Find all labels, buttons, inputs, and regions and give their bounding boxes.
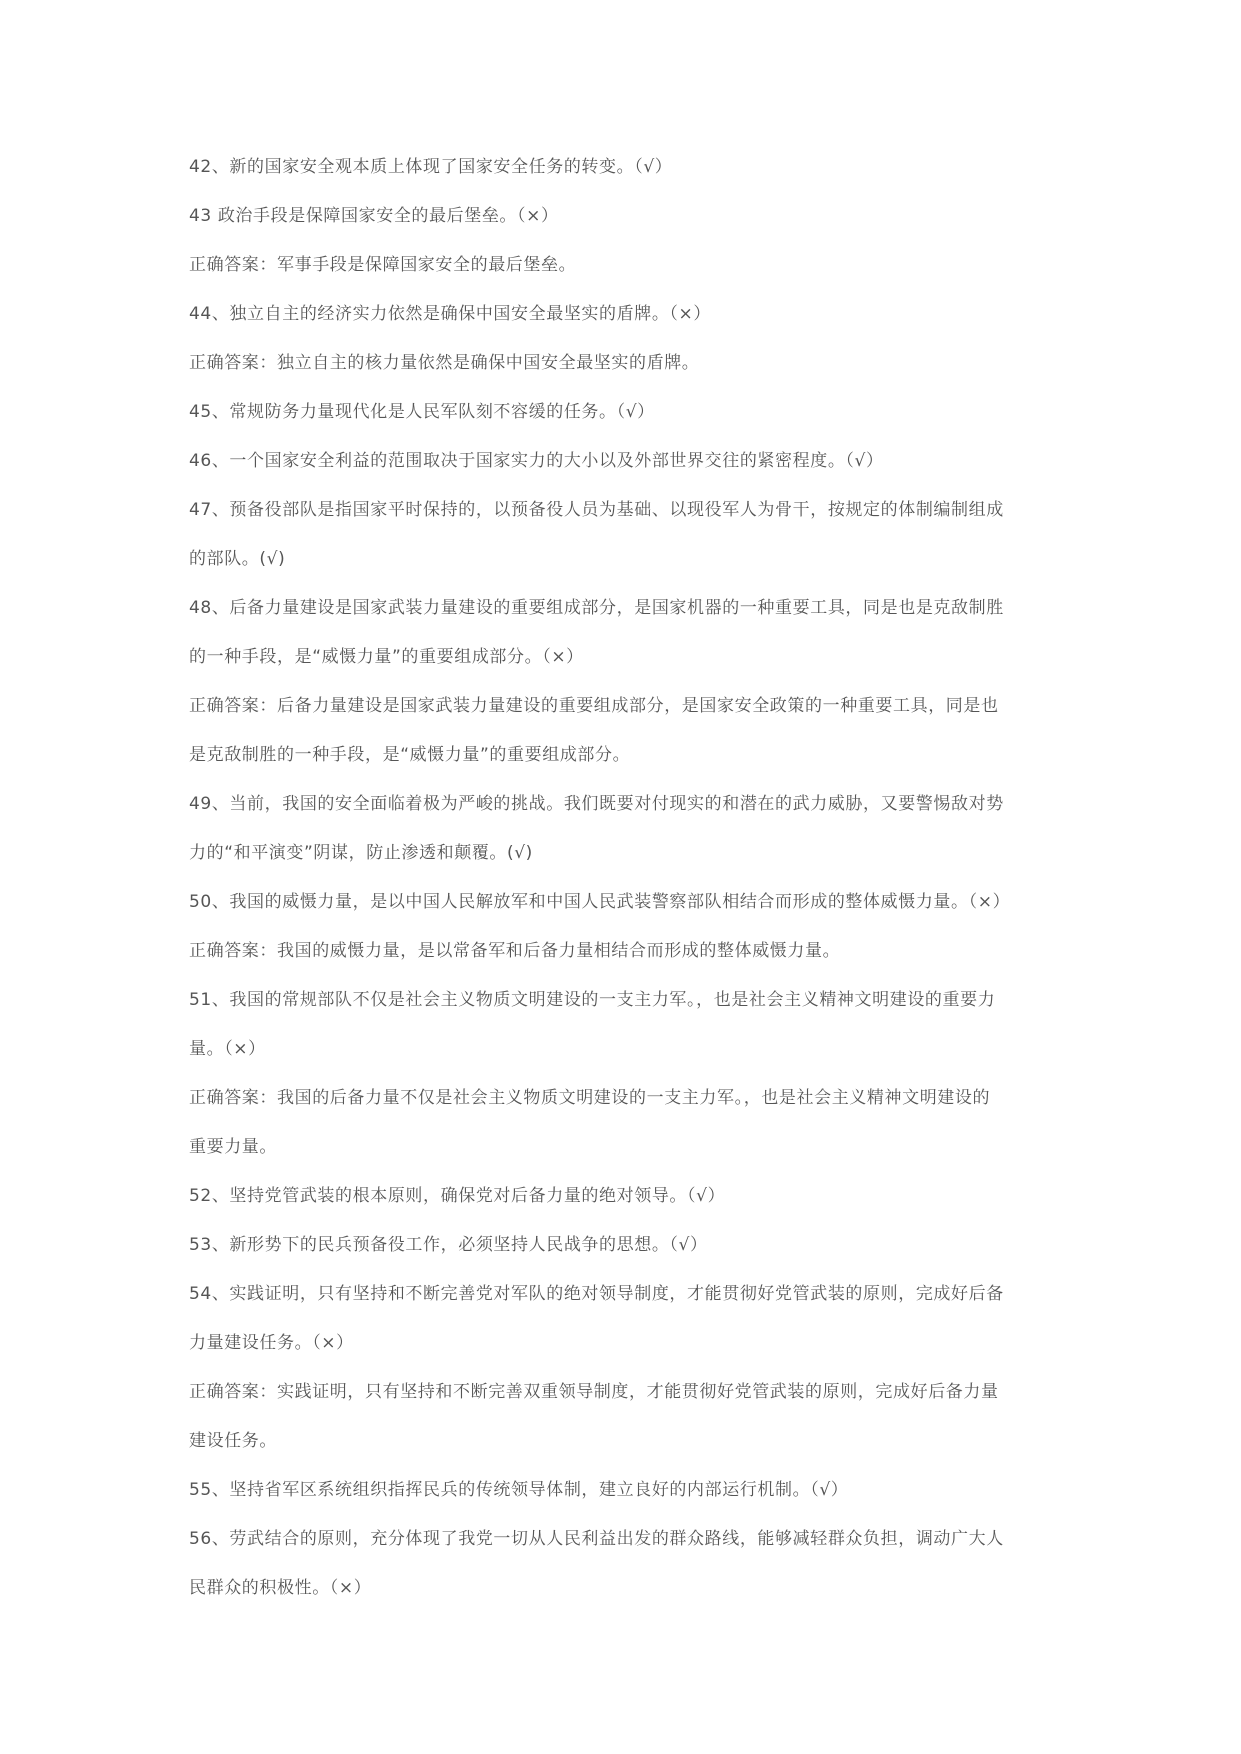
text-line: 56、劳武结合的原则，充分体现了我党一切从人民利益出发的群众路线，能够减轻群众负担，调动广大人 <box>189 1529 1004 1549</box>
text-line: 55、坚持省军区系统组织指挥民兵的传统领导体制，建立良好的内部运行机制。（√） <box>189 1480 849 1500</box>
text-line: 43 政治手段是保障国家安全的最后堡垒。（×） <box>189 206 559 226</box>
text-line: 42、新的国家安全观本质上体现了国家安全任务的转变。（√） <box>189 157 673 177</box>
text-line: 建设任务。 <box>189 1431 277 1451</box>
text-line: 44、独立自主的经济实力依然是确保中国安全最坚实的盾牌。（×） <box>189 304 711 324</box>
text-line: 正确答案：军事手段是保障国家安全的最后堡垒。 <box>189 255 577 275</box>
text-line: 力的“和平演变”阴谋，防止渗透和颠覆。(√) <box>189 843 533 863</box>
text-line: 46、一个国家安全利益的范围取决于国家实力的大小以及外部世界交往的紧密程度。（√） <box>189 451 884 471</box>
text-line: 54、实践证明，只有坚持和不断完善党对军队的绝对领导制度，才能贯彻好党管武装的原则，完成好后备 <box>189 1284 1004 1304</box>
text-line: 正确答案：独立自主的核力量依然是确保中国安全最坚实的盾牌。 <box>189 353 700 373</box>
document-body <box>189 157 1053 1627</box>
text-line: 50、我国的威慑力量，是以中国人民解放军和中国人民武装警察部队相结合而形成的整体威慑力量。（×） <box>189 892 1011 912</box>
text-line: 正确答案：后备力量建设是国家武装力量建设的重要组成部分，是国家安全政策的一种重要工具，同是也 <box>189 696 999 716</box>
text-line: 48、后备力量建设是国家武装力量建设的重要组成部分，是国家机器的一种重要工具，同是也是克敌制胜 <box>189 598 1004 618</box>
text-line: 重要力量。 <box>189 1137 277 1157</box>
text-line: 量。（×） <box>189 1039 266 1059</box>
text-line: 力量建设任务。（×） <box>189 1333 354 1353</box>
text-line: 47、预备役部队是指国家平时保持的，以预备役人员为基础、以现役军人为骨干，按规定的体制编制组成 <box>189 500 1004 520</box>
text-line: 正确答案：实践证明，只有坚持和不断完善双重领导制度，才能贯彻好党管武装的原则，完成好后备力量 <box>189 1382 999 1402</box>
text-line: 民群众的积极性。（×） <box>189 1578 372 1598</box>
text-line: 的部队。(√) <box>189 549 286 569</box>
text-line: 正确答案：我国的威慑力量，是以常备军和后备力量相结合而形成的整体威慑力量。 <box>189 941 841 961</box>
text-line: 正确答案：我国的后备力量不仅是社会主义物质文明建设的一支主力军。，也是社会主义精神文明建设的 <box>189 1088 991 1108</box>
text-line: 是克敌制胜的一种手段，是“威慑力量”的重要组成部分。 <box>189 745 631 765</box>
text-line: 49、当前，我国的安全面临着极为严峻的挑战。我们既要对付现实的和潜在的武力威胁，又要警惕敌对势 <box>189 794 1004 814</box>
text-line: 52、坚持党管武装的根本原则，确保党对后备力量的绝对领导。（√） <box>189 1186 726 1206</box>
text-line: 51、我国的常规部队不仅是社会主义物质文明建设的一支主力军。，也是社会主义精神文明建设的重要力 <box>189 990 996 1010</box>
text-line: 45、常规防务力量现代化是人民军队刻不容缓的任务。（√） <box>189 402 655 422</box>
text-line: 的一种手段，是“威慑力量”的重要组成部分。（×） <box>189 647 584 667</box>
text-line: 53、新形势下的民兵预备役工作，必须坚持人民战争的思想。（√） <box>189 1235 708 1255</box>
